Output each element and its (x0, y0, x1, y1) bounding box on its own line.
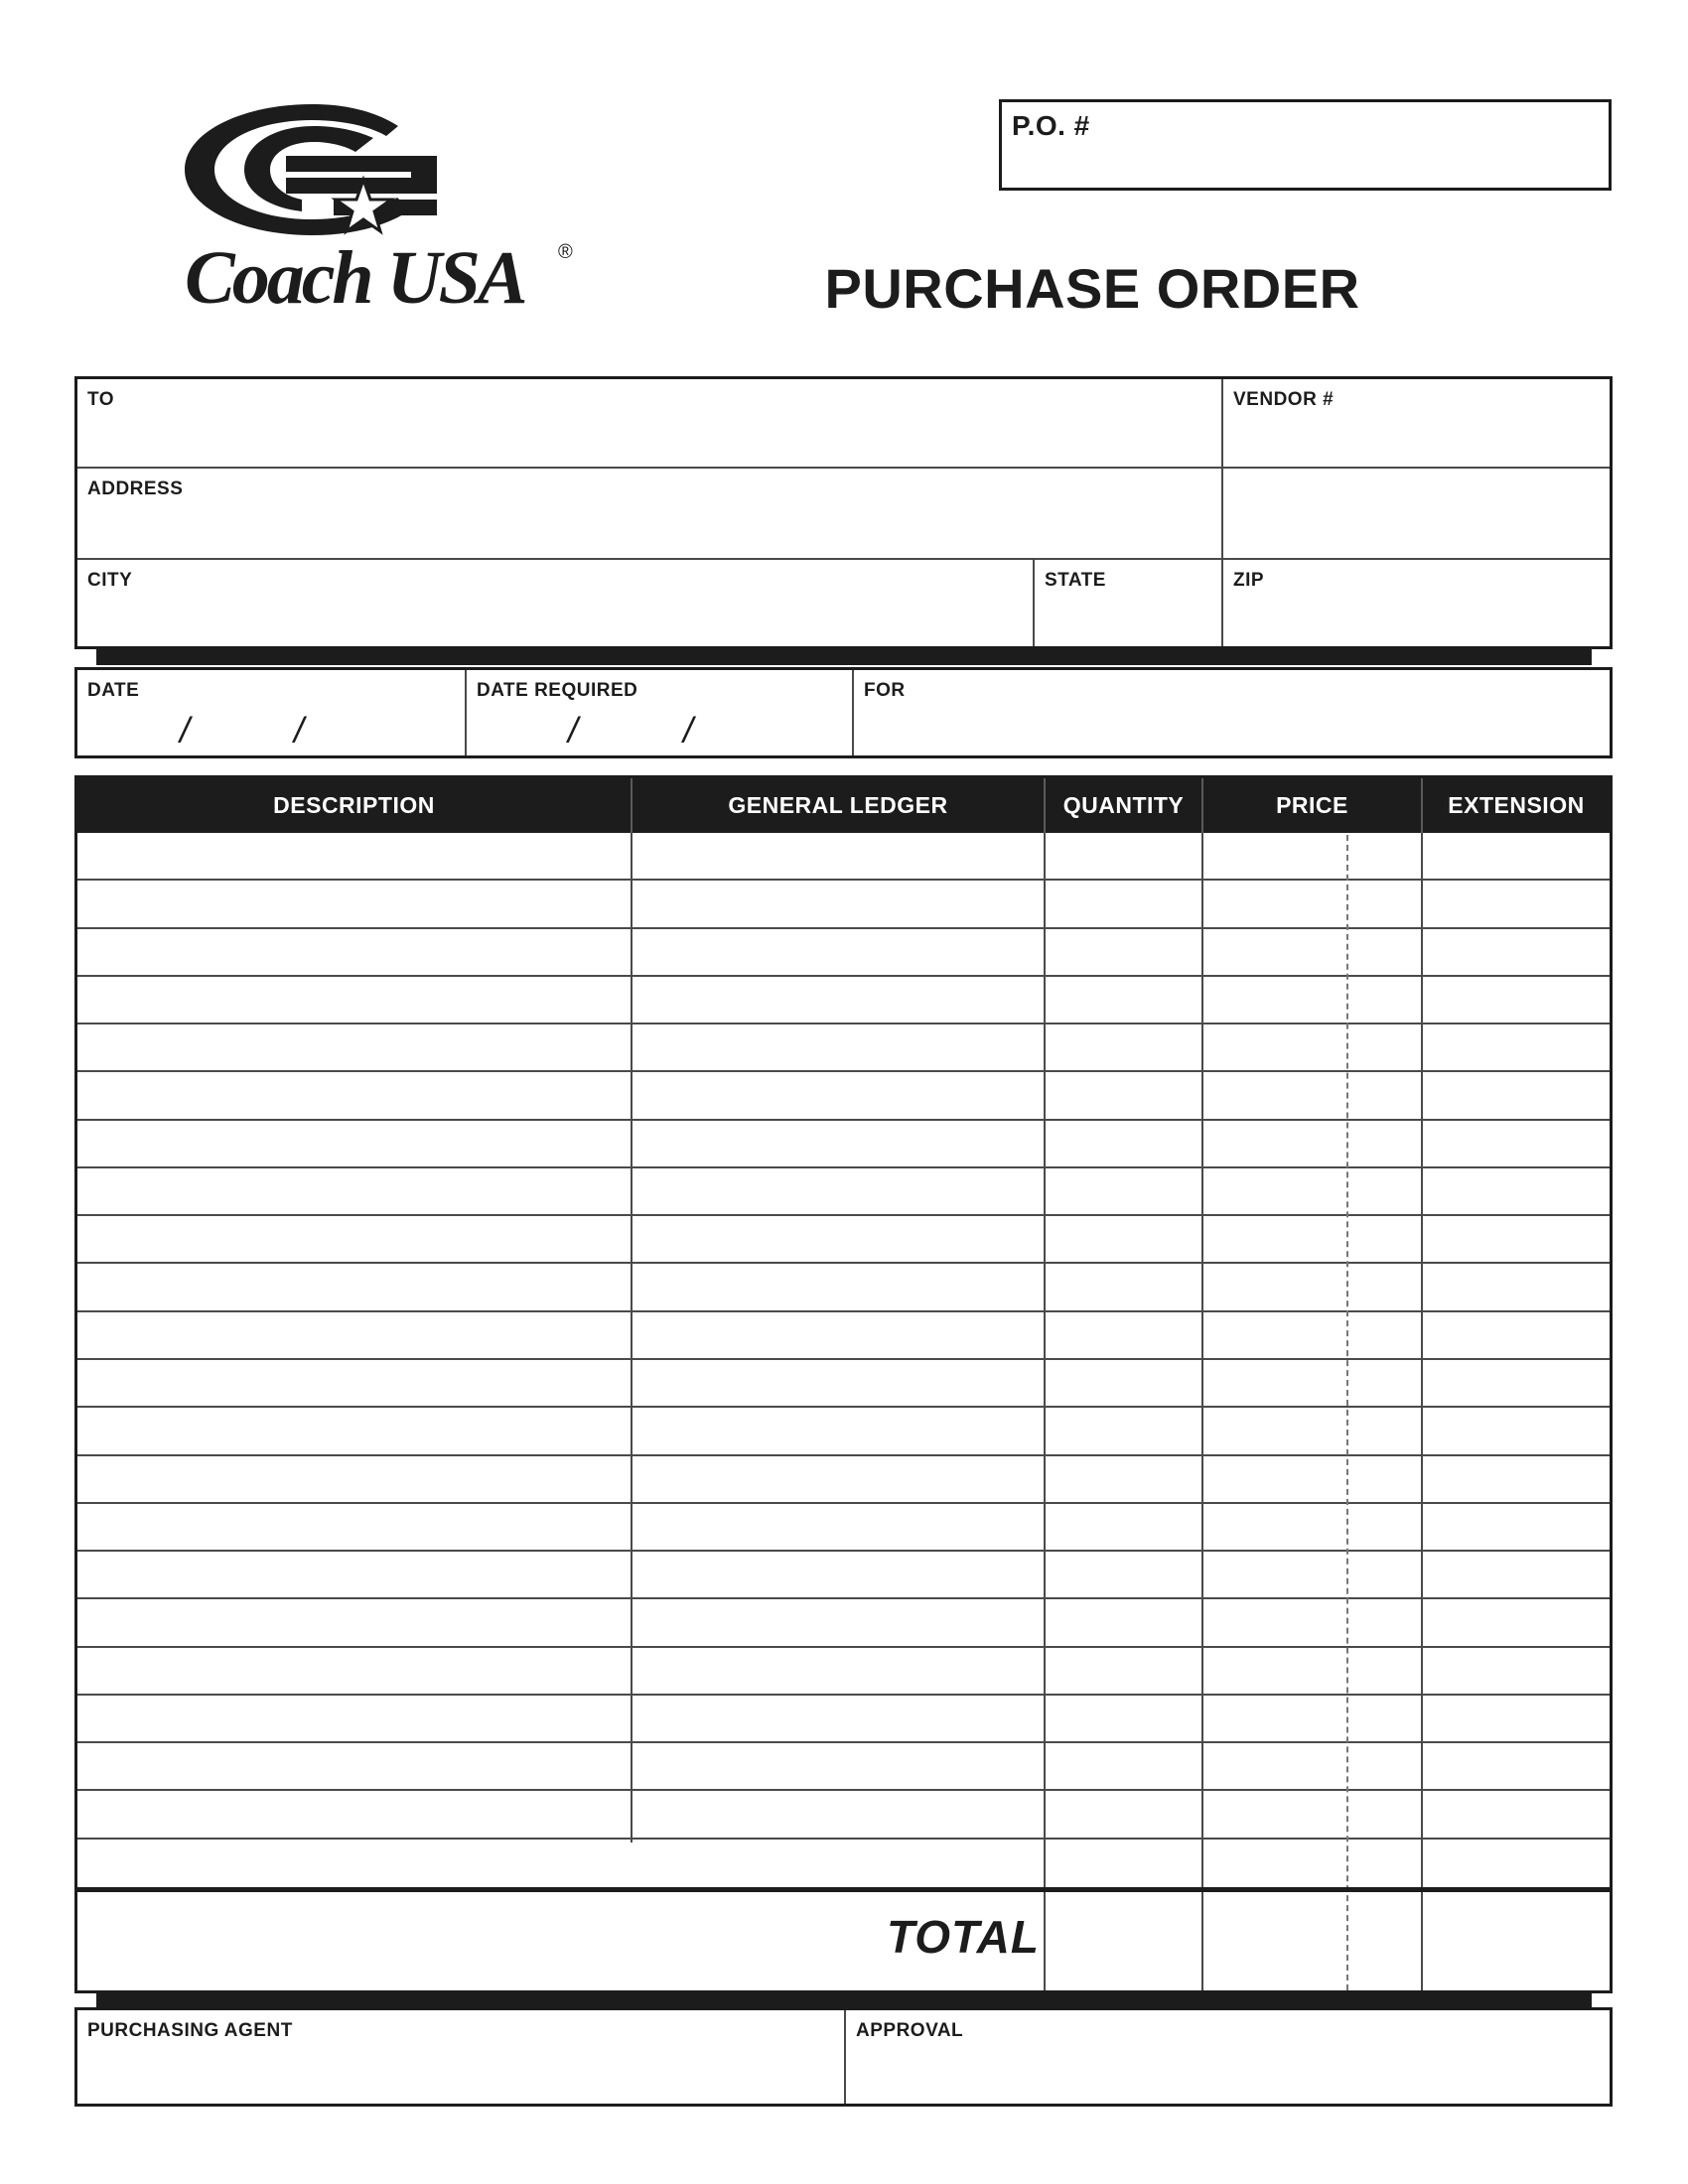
quantity-cell[interactable] (1046, 929, 1201, 975)
general-ledger-cell[interactable] (633, 1312, 1044, 1358)
purchasing-agent-label: PURCHASING AGENT (87, 2020, 293, 2041)
general-ledger-cell[interactable] (633, 1552, 1044, 1597)
table-row (77, 881, 1610, 928)
price-cell[interactable] (1203, 1408, 1421, 1453)
column-header-extension: EXTENSION (1448, 792, 1585, 818)
extension-cell[interactable] (1423, 881, 1610, 926)
address-field[interactable] (77, 469, 1219, 558)
general-ledger-cell[interactable] (633, 833, 1044, 879)
extension-cell[interactable] (1423, 929, 1610, 975)
price-cell[interactable] (1203, 1648, 1421, 1694)
description-cell[interactable] (77, 1504, 631, 1550)
table-row (77, 1456, 1610, 1504)
quantity-cell[interactable] (1046, 977, 1201, 1023)
price-cell[interactable] (1203, 1696, 1421, 1741)
quantity-cell[interactable] (1046, 1696, 1201, 1741)
general-ledger-cell[interactable] (633, 1264, 1044, 1309)
description-cell[interactable] (77, 1264, 631, 1309)
general-ledger-cell[interactable] (633, 881, 1044, 926)
address-label: ADDRESS (87, 478, 184, 499)
general-ledger-cell[interactable] (633, 977, 1044, 1023)
description-cell[interactable] (77, 1456, 631, 1502)
quantity-cell[interactable] (1046, 1072, 1201, 1118)
table-row (77, 1168, 1610, 1216)
description-cell[interactable] (77, 1599, 631, 1645)
general-ledger-cell[interactable] (633, 1504, 1044, 1550)
for-field[interactable] (854, 670, 1610, 755)
table-row (77, 1599, 1610, 1647)
description-cell[interactable] (77, 977, 631, 1023)
extension-cell[interactable] (1423, 1360, 1610, 1406)
price-cell[interactable] (1203, 1264, 1421, 1309)
total-row (77, 1892, 1610, 1990)
total-price-cell[interactable] (1203, 1892, 1421, 1990)
general-ledger-cell[interactable] (633, 1456, 1044, 1502)
extension-cell[interactable] (1423, 1599, 1610, 1645)
price-cell[interactable] (1203, 1072, 1421, 1118)
table-row (77, 1648, 1610, 1696)
price-cell[interactable] (1203, 977, 1421, 1023)
quantity-cell[interactable] (1046, 1456, 1201, 1502)
registered-mark: ® (558, 241, 573, 263)
extension-cell[interactable] (1423, 977, 1610, 1023)
line-items-table (74, 775, 1613, 1993)
state-label: STATE (1045, 570, 1106, 591)
general-ledger-cell[interactable] (633, 1791, 1044, 1837)
table-row (77, 1360, 1610, 1408)
price-cell[interactable] (1203, 929, 1421, 975)
price-cell[interactable] (1203, 1504, 1421, 1550)
price-cell[interactable] (1203, 1121, 1421, 1166)
price-cell[interactable] (1203, 1024, 1421, 1070)
column-header-description: DESCRIPTION (273, 792, 435, 818)
price-cell[interactable] (1203, 1840, 1421, 1887)
quantity-cell[interactable] (1046, 1599, 1201, 1645)
extension-cell[interactable] (1423, 1312, 1610, 1358)
table-row (77, 977, 1610, 1024)
extension-cell[interactable] (1423, 1696, 1610, 1741)
price-cell[interactable] (1203, 833, 1421, 879)
vendor-number-label: VENDOR # (1233, 389, 1335, 410)
table-row (77, 1504, 1610, 1552)
to-label: TO (87, 389, 115, 410)
description-cell[interactable] (77, 1072, 631, 1118)
price-cell[interactable] (1203, 881, 1421, 926)
table-row (77, 1743, 1610, 1791)
extension-cell[interactable] (1423, 1264, 1610, 1309)
description-cell[interactable] (77, 833, 631, 879)
quantity-cell[interactable] (1046, 1552, 1201, 1597)
extension-cell[interactable] (1423, 1743, 1610, 1789)
table-row (77, 1121, 1610, 1168)
general-ledger-cell[interactable] (633, 929, 1044, 975)
table-row (77, 1840, 1610, 1887)
extension-cell[interactable] (1423, 1168, 1610, 1214)
quantity-cell[interactable] (1046, 1504, 1201, 1550)
table-row (77, 1264, 1610, 1311)
extension-cell[interactable] (1423, 1552, 1610, 1597)
description-cell[interactable] (77, 1024, 631, 1070)
page-title: PURCHASE ORDER (824, 257, 1360, 320)
table-row (77, 833, 1610, 881)
general-ledger-cell[interactable] (633, 1072, 1044, 1118)
quantity-cell[interactable] (1046, 1648, 1201, 1694)
quantity-cell[interactable] (1046, 1216, 1201, 1262)
city-field[interactable] (77, 560, 1031, 646)
description-cell[interactable] (77, 1121, 631, 1166)
description-cell[interactable] (77, 1312, 631, 1358)
price-cell[interactable] (1203, 1599, 1421, 1645)
table-row (77, 1791, 1610, 1839)
table-row (77, 929, 1610, 977)
description-cell[interactable] (77, 1552, 631, 1597)
brand-wordmark (185, 235, 582, 325)
extension-cell[interactable] (1423, 1840, 1610, 1887)
quantity-cell[interactable] (1046, 833, 1201, 879)
general-ledger-cell[interactable] (633, 1024, 1044, 1070)
description-cell[interactable] (77, 1648, 631, 1694)
quantity-cell[interactable] (1046, 1360, 1201, 1406)
po-number-label: P.O. # (1012, 110, 1090, 141)
extension-cell[interactable] (1423, 1216, 1610, 1262)
column-header-general-ledger: GENERAL LEDGER (728, 792, 948, 818)
coach-usa-logo (185, 104, 582, 318)
state-field[interactable] (1035, 560, 1219, 646)
extension-cell[interactable] (1423, 1791, 1610, 1837)
date-field[interactable] (77, 670, 465, 755)
price-cell[interactable] (1203, 1552, 1421, 1597)
quantity-cell[interactable] (1046, 1121, 1201, 1166)
table-row (77, 1696, 1610, 1743)
column-header-quantity: QUANTITY (1062, 792, 1185, 818)
quantity-cell[interactable] (1046, 1312, 1201, 1358)
price-cell[interactable] (1203, 1216, 1421, 1262)
quantity-cell[interactable] (1046, 1408, 1201, 1453)
quantity-cell[interactable] (1046, 1168, 1201, 1214)
extension-cell[interactable] (1423, 833, 1610, 879)
table-row (77, 1312, 1610, 1360)
price-cell[interactable] (1203, 1360, 1421, 1406)
extension-cell[interactable] (1423, 1648, 1610, 1694)
date-block (74, 667, 1613, 758)
to-field[interactable] (77, 379, 1219, 467)
description-cell[interactable] (77, 1216, 631, 1262)
general-ledger-cell[interactable] (633, 1648, 1044, 1694)
general-ledger-cell[interactable] (633, 1743, 1044, 1789)
price-cell[interactable] (1203, 1791, 1421, 1837)
general-ledger-cell[interactable] (633, 1216, 1044, 1262)
quantity-cell[interactable] (1046, 1024, 1201, 1070)
price-cell[interactable] (1203, 1456, 1421, 1502)
date-required-slash: / (683, 710, 694, 751)
zip-label: ZIP (1233, 570, 1265, 591)
date-required-slash: / (568, 710, 579, 751)
general-ledger-cell[interactable] (633, 1696, 1044, 1741)
quantity-cell[interactable] (1046, 1264, 1201, 1309)
quantity-cell[interactable] (1046, 1743, 1201, 1789)
general-ledger-cell[interactable] (633, 1408, 1044, 1453)
description-cell[interactable] (77, 1696, 631, 1741)
general-ledger-cell[interactable] (633, 1599, 1044, 1645)
description-cell[interactable] (77, 1168, 631, 1214)
description-cell[interactable] (77, 1743, 631, 1789)
description-cell[interactable] (77, 1840, 631, 1887)
quantity-cell[interactable] (1046, 881, 1201, 926)
quantity-cell[interactable] (1046, 1840, 1201, 1887)
extension-cell[interactable] (1423, 1408, 1610, 1453)
general-ledger-cell[interactable] (633, 1840, 1044, 1887)
table-header (77, 778, 1610, 833)
address-extra-field[interactable] (1223, 469, 1610, 558)
price-cell[interactable] (1203, 1743, 1421, 1789)
price-cell[interactable] (1203, 1168, 1421, 1214)
vendor-address-block (74, 376, 1613, 649)
divider-bar (96, 649, 1592, 665)
for-label: FOR (864, 680, 906, 701)
date-slash: / (180, 710, 191, 751)
description-cell[interactable] (77, 929, 631, 975)
table-row (77, 1024, 1610, 1072)
purchasing-agent-field[interactable] (77, 2010, 844, 2104)
general-ledger-cell[interactable] (633, 1360, 1044, 1406)
total-quantity-cell[interactable] (1046, 1892, 1201, 1990)
total-extension-cell[interactable] (1423, 1892, 1610, 1990)
extension-cell[interactable] (1423, 1121, 1610, 1166)
date-label: DATE (87, 680, 140, 701)
table-row (77, 1072, 1610, 1120)
date-required-label: DATE REQUIRED (477, 680, 638, 701)
approval-field[interactable] (846, 2010, 1610, 2104)
extension-cell[interactable] (1423, 1072, 1610, 1118)
description-cell[interactable] (77, 1408, 631, 1453)
table-row (77, 1552, 1610, 1599)
table-row (77, 1216, 1610, 1264)
vendor-number-field[interactable] (1223, 379, 1610, 467)
general-ledger-cell[interactable] (633, 1121, 1044, 1166)
approval-label: APPROVAL (856, 2020, 964, 2041)
column-header-price: PRICE (1276, 792, 1348, 818)
zip-field[interactable] (1223, 560, 1610, 646)
extension-cell[interactable] (1423, 1456, 1610, 1502)
date-required-field[interactable] (467, 670, 852, 755)
description-cell[interactable] (77, 881, 631, 926)
general-ledger-cell[interactable] (633, 1168, 1044, 1214)
price-cell[interactable] (1203, 1312, 1421, 1358)
description-cell[interactable] (77, 1791, 631, 1837)
table-row (77, 1408, 1610, 1455)
po-number-box[interactable] (999, 99, 1612, 191)
city-label: CITY (87, 570, 133, 591)
date-slash: / (294, 710, 305, 751)
coach-usa-logo-icon (185, 104, 582, 238)
signature-block (74, 2007, 1613, 2107)
description-cell[interactable] (77, 1360, 631, 1406)
total-label: TOTAL (886, 1911, 1040, 1963)
extension-cell[interactable] (1423, 1024, 1610, 1070)
quantity-cell[interactable] (1046, 1791, 1201, 1837)
brand-name: Coach USA (185, 236, 525, 320)
extension-cell[interactable] (1423, 1504, 1610, 1550)
